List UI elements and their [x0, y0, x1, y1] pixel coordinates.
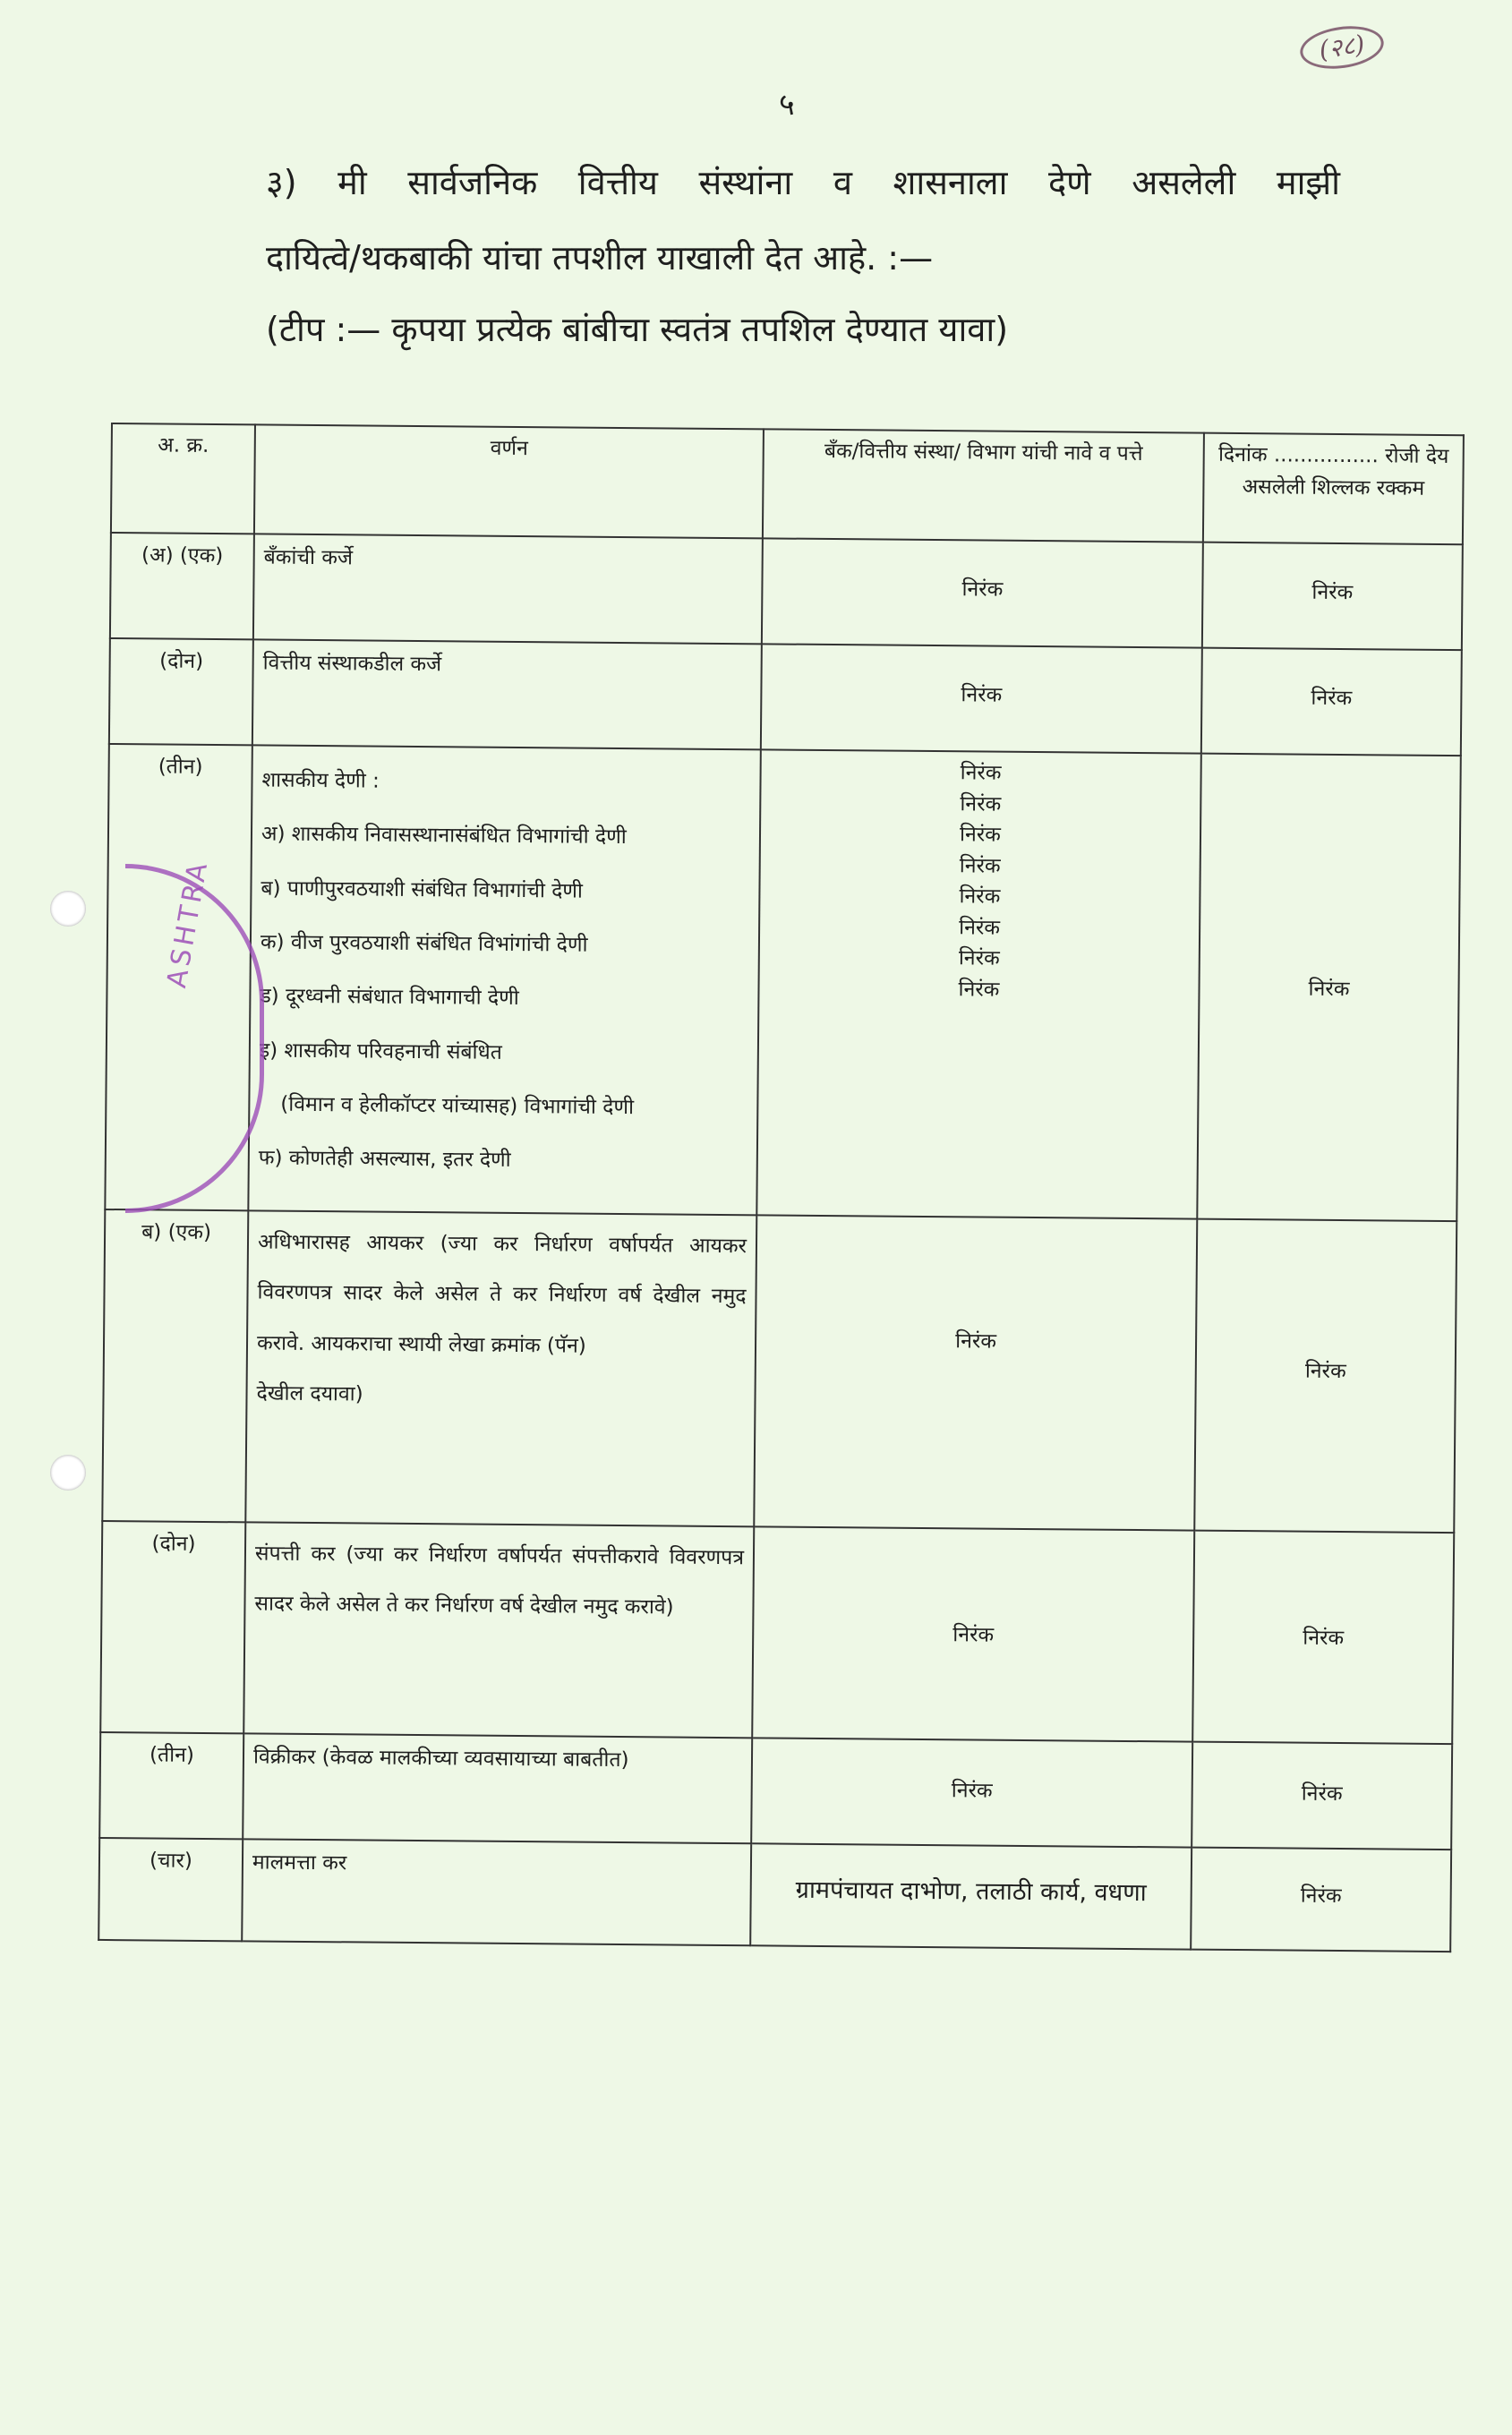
row-serial: (तीन) [105, 744, 252, 1210]
sub-item: क) वीज पुरवठयाशी संबंधित विभांगांची देणी [260, 930, 588, 957]
row-description [245, 1210, 756, 1526]
bank-value: निरंक [959, 884, 1001, 909]
row-text-continued: देखील दयावा) [256, 1381, 363, 1406]
row-serial: (दोन) [109, 638, 253, 745]
punch-hole-bottom [50, 1455, 86, 1491]
row-amount: निरंक [1197, 754, 1461, 1222]
row-description: मालमत्ता कर [242, 1839, 751, 1945]
row-amount: निरंक [1192, 1742, 1452, 1850]
row-amount: निरंक [1194, 1219, 1456, 1534]
punch-hole-top [50, 891, 86, 927]
stamp-text: ASHTRA [161, 857, 215, 991]
sub-item: ब) पाणीपुरवठयाशी संबंधित विभागांची देणी [261, 876, 584, 903]
row-description [248, 745, 761, 1215]
page-number: ५ [779, 87, 795, 123]
sub-item: अ) शासकीय निवासस्थानासंबंधित विभागांची देणी [261, 822, 627, 850]
bank-value: निरंक [959, 915, 1001, 940]
intro-note: (टीप :— कृपया प्रत्येक बांबीचा स्वतंत्र तपशिल देण्यात यावा) [266, 310, 1009, 349]
row-bank-list [756, 749, 1201, 1218]
row-amount: निरंक [1202, 543, 1463, 651]
row-bank: ग्रामपंचायत दाभोण, तलाठी कार्य, वधणा [750, 1843, 1192, 1949]
row-bank: निरंक [751, 1738, 1192, 1847]
bank-value: निरंक [960, 761, 1002, 785]
table-row [105, 744, 1460, 1221]
row-serial: (चार) [98, 1838, 243, 1941]
table-row [110, 533, 1463, 650]
table-row [102, 1209, 1456, 1533]
bank-value: निरंक [960, 791, 1002, 816]
sub-item: इ) शासकीय परिवहनाची संबंधित [259, 1038, 502, 1064]
table-row [98, 1838, 1451, 1952]
header-serial: अ. क्र. [111, 423, 255, 534]
header-amount: दिनांक ................ रोजी देय असलेली शिल्लक रक्कम [1203, 433, 1464, 545]
liabilities-table [98, 423, 1465, 1952]
sub-item: (विमान व हेलीकॉप्टर यांच्यासह) विभागांची देणी [280, 1092, 635, 1120]
header-bank: बॅंक/वित्तीय संस्था/ विभाग यांची नावे व पत्ते [763, 429, 1204, 542]
table-row [100, 1521, 1454, 1744]
row-heading: शासकीय देणी : [261, 768, 380, 793]
row-text: अधिभारासह आयकर (ज्या कर निर्धारण वर्षापर्यत आयकर विवरणपत्र सादर केले असेल ते कर निर्धारण वर्ष देखील नमुद करावे. आयकराचा स्थायी लेखा क्रमांक (पॅन) [256, 1230, 747, 1358]
row-description: वित्तीय संस्थाकडील कर्जे [252, 639, 762, 749]
sub-item: ड) दूरध्वनी संबंधात विभागाची देणी [260, 984, 519, 1011]
row-amount: निरंक [1191, 1848, 1451, 1952]
bank-value: निरंक [958, 977, 1000, 1002]
bank-value: निरंक [959, 823, 1002, 847]
row-bank: निरंक [761, 644, 1202, 753]
row-description: बॅंकांची कर्जे [253, 534, 763, 644]
row-serial: (दोन) [100, 1521, 245, 1733]
row-description: विक्रीकर (केवळ मालकीच्या व्यवसायाच्या बाबतीत) [243, 1733, 752, 1843]
row-bank: निरंक [762, 538, 1203, 647]
header-description: वर्णन [254, 424, 764, 538]
row-serial: (तीन) [99, 1732, 243, 1839]
row-bank: निरंक [752, 1526, 1194, 1741]
row-bank: निरंक [754, 1215, 1197, 1530]
table-row [99, 1732, 1452, 1850]
handwritten-page-number: (२८) [1297, 21, 1386, 74]
row-amount: निरंक [1192, 1531, 1454, 1745]
row-serial: (अ) (एक) [110, 533, 254, 639]
table-header-row [111, 423, 1464, 544]
row-amount: निरंक [1201, 648, 1462, 756]
sub-item: फ) कोणतेही असल्यास, इतर देणी [258, 1146, 511, 1173]
intro-line-2: दायित्वे/थकबाकी यांचा तपशील याखाली देत आहे. :— [266, 238, 934, 278]
bank-value: निरंक [958, 946, 1000, 970]
row-description: संपत्ती कर (ज्या कर निर्धारण वर्षापर्यत संपत्तीकरावे विवरणपत्र सादर केले असेल ते कर निर्धारण वर्ष देखील नमुद करावे) [243, 1522, 754, 1738]
table-row [109, 638, 1462, 756]
row-serial: ब) (एक) [102, 1209, 248, 1522]
intro-line-1: ३) मी सार्वजनिक वित्तीय संस्थांना व शासनाला देणे असलेली माझी [266, 163, 1340, 202]
bank-value: निरंक [959, 853, 1001, 878]
